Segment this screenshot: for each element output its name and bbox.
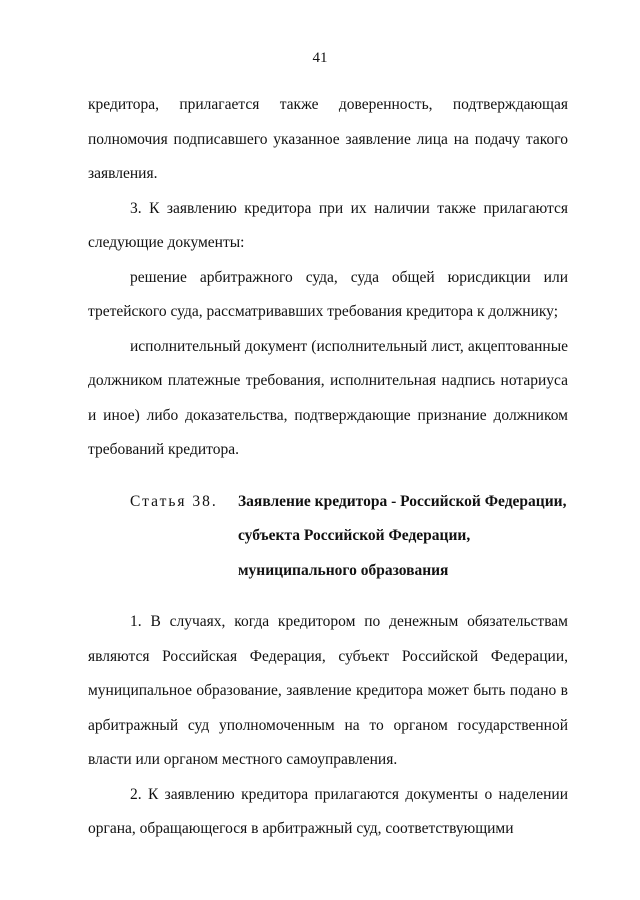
article-title-line-1: Заявление кредитора - Российской Федерации,	[238, 492, 567, 510]
paragraph-item-3: 3. К заявлению кредитора при их наличии также прилагаются следующие документы:	[88, 199, 568, 251]
paragraph-enforcement-document: исполнительный документ (исполнительный лист, акцептованные должником платежные требования, исполнительная надпись нотариуса и иное) либо доказательства, подтверждающие признание должником требований кредитора.	[88, 337, 568, 458]
paragraph-continuation: кредитора, прилагается также доверенность, подтверждающая полномочия подписавшего указанное заявление лица на подачу такого заявления.	[88, 96, 568, 182]
article-title-line-3: муниципального образования	[238, 561, 449, 579]
paragraph-court-decision: решение арбитражного суда, суда общей юрисдикции или третейского суда, рассматривавших требования кредитора к должнику;	[88, 268, 568, 320]
page-number: 41	[312, 50, 328, 66]
article-title	[238, 485, 568, 589]
paragraph-article-38-item-2: 2. К заявлению кредитора прилагаются документы о наделении органа, обращающегося в арбитражный суд, соответствующими	[88, 785, 568, 837]
document-body	[88, 88, 568, 847]
paragraph-article-38-item-1: 1. В случаях, когда кредитором по денежным обязательствам являются Российская Федерация, субъект Российской Федерации, муниципальное образование, заявление кредитора может быть подано в арбитражный суд уполномоченным на то органом государственной власти или органом местного самоуправления.	[88, 613, 568, 768]
article-title-line-2: субъекта Российской Федерации,	[238, 527, 471, 544]
article-label: Статья 38.	[130, 492, 218, 510]
article-heading	[88, 485, 568, 589]
